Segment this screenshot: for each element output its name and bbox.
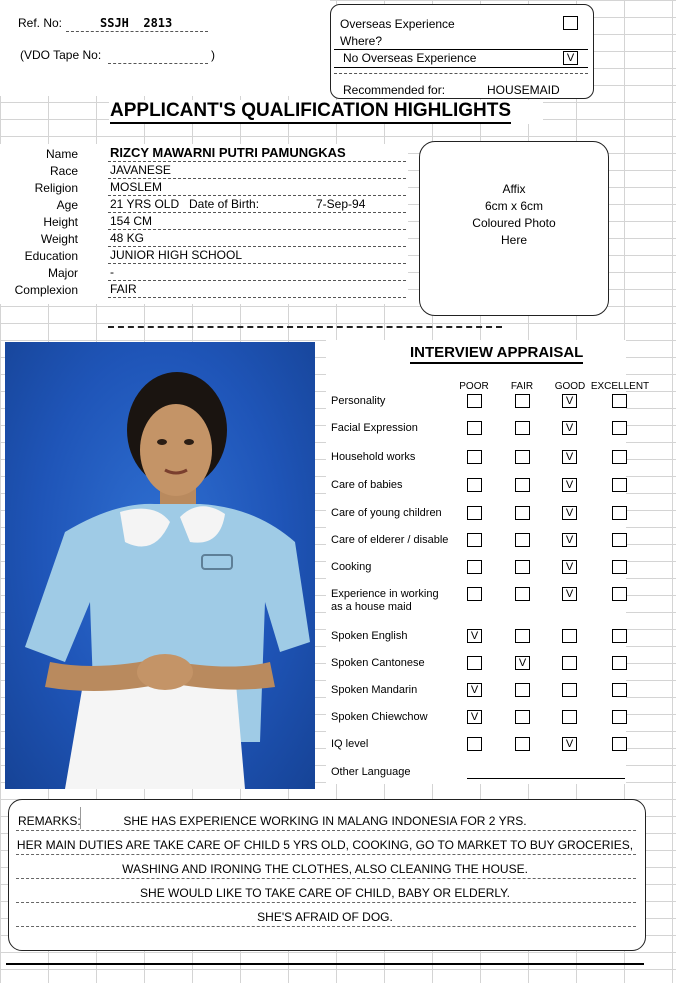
rating-checkbox-excellent[interactable]	[612, 710, 627, 724]
rating-checkbox-good[interactable]: V	[562, 478, 577, 492]
other-language-field[interactable]	[467, 778, 625, 779]
rating-checkbox-good[interactable]	[562, 683, 577, 697]
divider	[16, 830, 636, 831]
rating-checkbox-poor[interactable]	[467, 478, 482, 492]
rating-checkbox-poor[interactable]	[467, 506, 482, 520]
vdo-label: (VDO Tape No:	[20, 48, 102, 62]
rating-checkbox-poor[interactable]	[467, 560, 482, 574]
complexion-value: FAIR	[110, 282, 137, 296]
age-field	[108, 196, 406, 213]
appraisal-row-label: Care of young children	[331, 507, 442, 519]
rating-checkbox-poor[interactable]	[467, 421, 482, 435]
rating-checkbox-excellent[interactable]	[612, 478, 627, 492]
height-field	[108, 213, 406, 230]
remark-line: SHE'S AFRAID OF DOG.	[257, 910, 393, 924]
rating-checkbox-fair[interactable]	[515, 587, 530, 601]
appraisal-row-label: Experience in working	[331, 588, 439, 600]
major-value: -	[110, 265, 114, 279]
rating-checkbox-good[interactable]: V	[562, 450, 577, 464]
remarks-label: REMARKS:	[18, 814, 81, 828]
appraisal-row-label: Spoken English	[331, 630, 408, 642]
religion-value: MOSLEM	[110, 180, 163, 194]
rating-checkbox-fair[interactable]	[515, 683, 530, 697]
appraisal-row-label: Cooking	[331, 561, 372, 573]
ref-value: SSJH 2813	[100, 16, 173, 30]
rating-checkbox-fair[interactable]	[515, 450, 530, 464]
dob-label: Date of Birth:	[189, 197, 260, 211]
overseas-checkbox[interactable]	[563, 16, 578, 30]
major-field	[108, 264, 406, 281]
column-header-excellent: EXCELLENT	[590, 381, 650, 392]
divider	[334, 49, 588, 50]
experience-box	[330, 4, 594, 99]
rating-checkbox-poor[interactable]	[467, 394, 482, 408]
applicant-photo	[5, 342, 315, 789]
vdo-close: )	[211, 48, 215, 62]
religion-field	[108, 179, 406, 196]
rating-checkbox-fair[interactable]	[515, 394, 530, 408]
rating-checkbox-excellent[interactable]	[612, 450, 627, 464]
rating-checkbox-poor[interactable]: V	[467, 629, 482, 643]
rating-checkbox-fair[interactable]	[515, 533, 530, 547]
complexion-field	[108, 281, 406, 298]
rating-checkbox-excellent[interactable]	[612, 533, 627, 547]
rating-checkbox-poor[interactable]	[467, 450, 482, 464]
affix-line: 6cm x 6cm	[484, 199, 543, 213]
rating-checkbox-good[interactable]: V	[562, 560, 577, 574]
rating-checkbox-good[interactable]: V	[562, 587, 577, 601]
age-value: 21 YRS OLD	[110, 197, 180, 211]
affix-line: Affix	[502, 182, 526, 196]
separator-line	[108, 326, 502, 328]
name-label: Name	[45, 147, 78, 161]
rating-checkbox-poor[interactable]	[467, 656, 482, 670]
rating-checkbox-fair[interactable]: V	[515, 656, 530, 670]
no-overseas-label: No Overseas Experience	[343, 51, 477, 65]
rating-checkbox-excellent[interactable]	[612, 683, 627, 697]
education-field	[108, 247, 406, 264]
dob-value: 7-Sep-94	[316, 197, 366, 211]
column-header-good: GOOD	[554, 381, 586, 392]
appraisal-row-label: Facial Expression	[331, 422, 418, 434]
page-title: APPLICANT'S QUALIFICATION HIGHLIGHTS	[110, 100, 511, 124]
other-language-label: Other Language	[331, 766, 411, 778]
rating-checkbox-poor[interactable]	[467, 533, 482, 547]
rating-checkbox-fair[interactable]	[515, 710, 530, 724]
rating-checkbox-fair[interactable]	[515, 629, 530, 643]
column-header-fair: FAIR	[510, 381, 534, 392]
affix-line: Here	[500, 233, 527, 247]
rating-checkbox-good[interactable]: V	[562, 394, 577, 408]
divider	[334, 67, 588, 68]
name-field	[108, 144, 406, 162]
remark-line: SHE HAS EXPERIENCE WORKING IN MALANG INDONESIA FOR 2 YRS.	[123, 814, 527, 828]
education-value: JUNIOR HIGH SCHOOL	[110, 248, 243, 262]
appraisal-row-label: IQ level	[331, 738, 369, 750]
appraisal-row-label: Care of elderer / disable	[331, 534, 449, 546]
major-label: Major	[47, 266, 78, 280]
weight-field	[108, 230, 406, 247]
rating-checkbox-excellent[interactable]	[612, 587, 627, 601]
rating-checkbox-excellent[interactable]	[612, 737, 627, 751]
education-label: Education	[24, 249, 78, 263]
rating-checkbox-good[interactable]	[562, 656, 577, 670]
rating-checkbox-fair[interactable]	[515, 506, 530, 520]
rating-checkbox-poor[interactable]	[467, 737, 482, 751]
applicant-photo-illustration	[5, 342, 315, 789]
race-label: Race	[49, 164, 78, 178]
where-label: Where?	[340, 34, 383, 48]
rating-checkbox-excellent[interactable]	[612, 629, 627, 643]
rating-checkbox-good[interactable]	[562, 710, 577, 724]
ref-label: Ref. No:	[18, 16, 63, 30]
affix-photo-box	[419, 141, 609, 316]
appraisal-row-label: Household works	[331, 451, 416, 463]
rating-checkbox-fair[interactable]	[515, 421, 530, 435]
appraisal-row-label: Spoken Mandarin	[331, 684, 418, 696]
rating-checkbox-excellent[interactable]	[612, 656, 627, 670]
rating-checkbox-good[interactable]: V	[562, 737, 577, 751]
weight-label: Weight	[40, 232, 78, 246]
race-value: JAVANESE	[110, 163, 171, 177]
recommended-label: Recommended for:	[343, 83, 446, 97]
bottom-rule	[6, 963, 644, 965]
appraisal-row-label: Care of babies	[331, 479, 403, 491]
age-label: Age	[56, 198, 78, 212]
rating-checkbox-excellent[interactable]	[612, 560, 627, 574]
divider	[16, 854, 636, 855]
ref-field	[66, 15, 208, 32]
appraisal-row-label: Spoken Cantonese	[331, 657, 425, 669]
column-header-poor: POOR	[459, 381, 489, 392]
rating-checkbox-poor[interactable]: V	[467, 710, 482, 724]
religion-label: Religion	[34, 181, 78, 195]
rating-checkbox-poor[interactable]	[467, 587, 482, 601]
divider	[16, 926, 636, 927]
divider	[334, 73, 588, 74]
appraisal-title: INTERVIEW APPRAISAL	[410, 344, 583, 364]
remark-line: WASHING AND IRONING THE CLOTHES, ALSO CLEANING THE HOUSE.	[122, 862, 528, 876]
height-label: Height	[43, 215, 78, 229]
affix-line: Coloured Photo	[472, 216, 556, 230]
recommended-value: HOUSEMAID	[487, 83, 560, 97]
vdo-field	[108, 47, 208, 64]
race-field	[108, 162, 406, 179]
rating-checkbox-good[interactable]: V	[562, 506, 577, 520]
rating-checkbox-good[interactable]	[562, 629, 577, 643]
remark-line: SHE WOULD LIKE TO TAKE CARE OF CHILD, BABY OR ELDERLY.	[140, 886, 510, 900]
divider	[16, 878, 636, 879]
no-overseas-checkbox[interactable]: V	[563, 51, 578, 65]
overseas-label: Overseas Experience	[340, 17, 455, 31]
rating-checkbox-poor[interactable]: V	[467, 683, 482, 697]
name-value: RIZCY MAWARNI PUTRI PAMUNGKAS	[110, 145, 346, 160]
rating-checkbox-excellent[interactable]	[612, 394, 627, 408]
rating-checkbox-excellent[interactable]	[612, 506, 627, 520]
weight-value: 48 KG	[110, 231, 145, 245]
rating-checkbox-good[interactable]: V	[562, 421, 577, 435]
rating-checkbox-good[interactable]: V	[562, 533, 577, 547]
complexion-label: Complexion	[14, 283, 78, 297]
rating-checkbox-fair[interactable]	[515, 478, 530, 492]
divider	[16, 902, 636, 903]
rating-checkbox-fair[interactable]	[515, 737, 530, 751]
height-value: 154 CM	[110, 214, 153, 228]
appraisal-row-label: Spoken Chiewchow	[331, 711, 428, 723]
appraisal-row-label: Personality	[331, 395, 386, 407]
rating-checkbox-fair[interactable]	[515, 560, 530, 574]
remark-line: HER MAIN DUTIES ARE TAKE CARE OF CHILD 5 YRS OLD, COOKING, GO TO MARKET TO BUY GROCERIES,	[16, 838, 634, 852]
appraisal-row-label-continued: as a house maid	[331, 601, 412, 613]
rating-checkbox-excellent[interactable]	[612, 421, 627, 435]
